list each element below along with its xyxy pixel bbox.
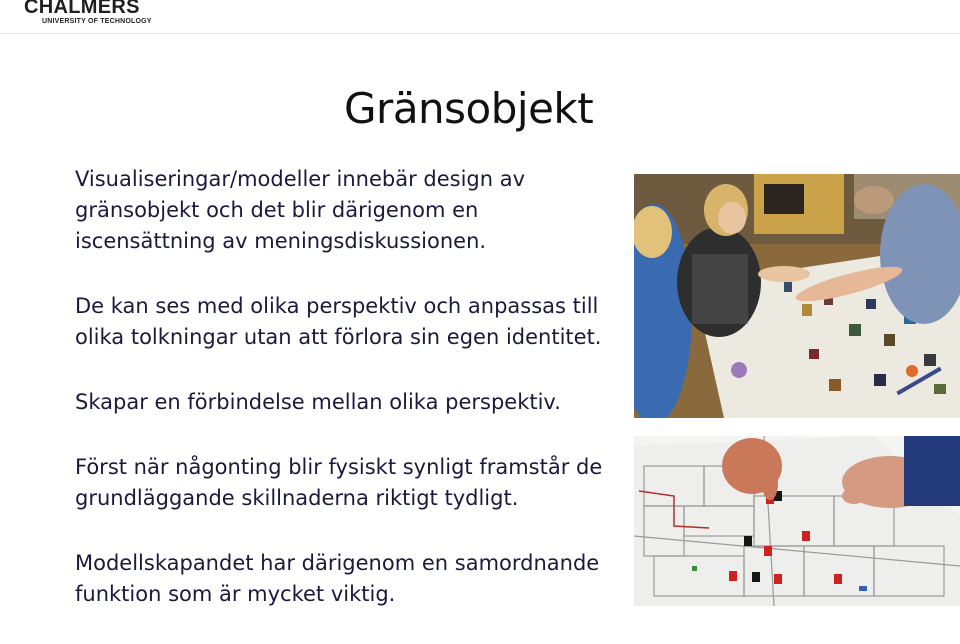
logo-name: CHALMERS [24, 0, 140, 18]
slide-title: Gränsobjekt [344, 84, 594, 133]
chalmers-logo [24, 0, 152, 25]
paragraph: De kan ses med olika perspektiv och anpassas till olika tolkningar utan att förlora sin egen identitet. [75, 294, 602, 349]
floorplan-model-photo [634, 436, 960, 606]
logo-subtitle: UNIVERSITY OF TECHNOLOGY [42, 18, 152, 25]
paragraph: Först när någonting blir fysiskt synligt framstår de grundläggande skillnaderna riktigt tydligt. [75, 455, 603, 510]
paragraph: Visualiseringar/modeller innebär design av gränsobjekt och det blir därigenom en iscensättning av meningsdiskussionen. [75, 167, 526, 253]
slide-header [0, 0, 960, 34]
slide-body [75, 164, 620, 644]
paragraph: Modellskapandet har därigenom en samordnande funktion som är mycket viktig. [75, 551, 600, 606]
paragraph: Skapar en förbindelse mellan olika perspektiv. [75, 390, 561, 414]
people-workshop-photo [634, 174, 960, 418]
